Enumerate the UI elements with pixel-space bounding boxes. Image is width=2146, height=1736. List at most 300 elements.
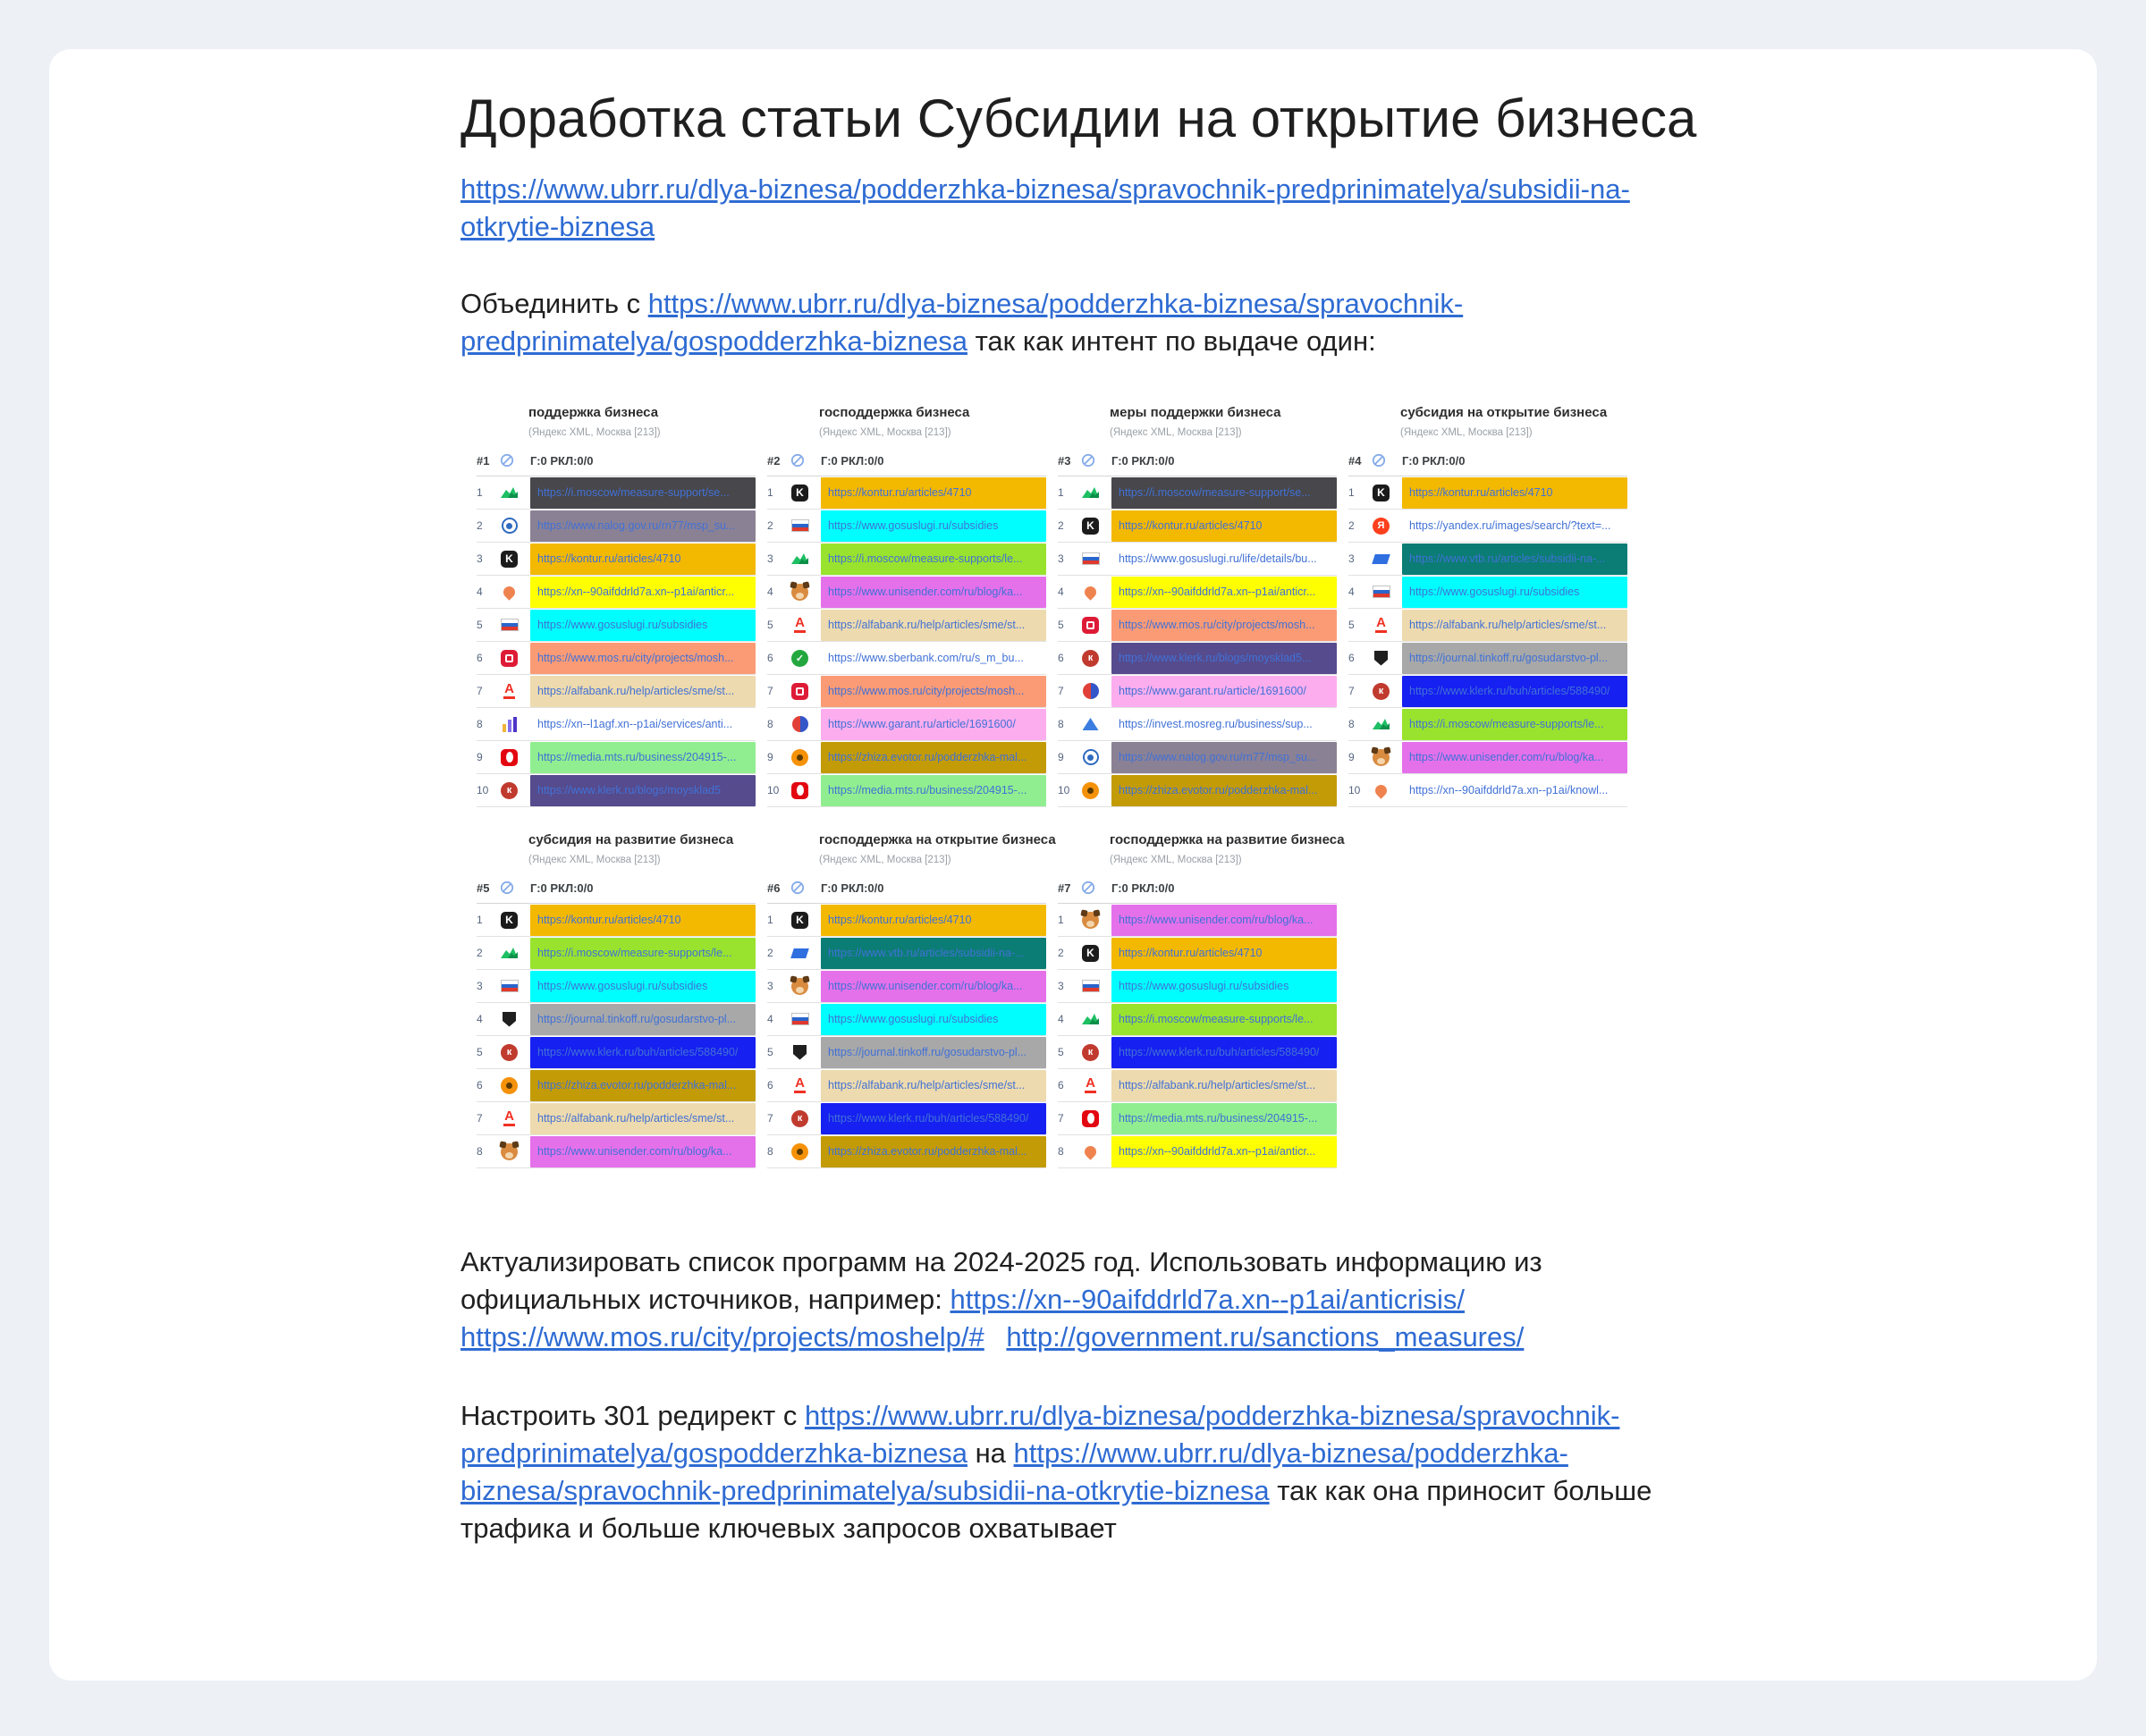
serp-row-position: 4	[477, 1013, 483, 1025]
serp-row-url: https://www.mos.ru/city/projects/mosh...	[828, 685, 1025, 697]
serp-row-url: https://www.unisender.com/ru/blog/ka...	[828, 586, 1023, 598]
serp-row-bar	[1111, 905, 1337, 936]
serp-row-position: 2	[1058, 947, 1064, 959]
serp-row-position: 7	[1058, 1112, 1064, 1125]
serp-row-position: 10	[477, 784, 489, 796]
merge-suffix-text: так как интент по выдаче один:	[967, 325, 1376, 357]
serp-row-url: https://i.moscow/measure-support/se...	[537, 486, 730, 499]
serp-row-position: 9	[1058, 751, 1064, 763]
serp-row-bar	[530, 742, 756, 773]
serp-row-url: https://www.klerk.ru/buh/articles/588490/	[828, 1112, 1029, 1125]
serp-row-position: 3	[1058, 980, 1064, 992]
serp-row-url: https://xn--90aifddrld7a.xn--p1ai/anticr...	[1119, 586, 1316, 598]
serp-result-row	[1058, 937, 1337, 970]
serp-row-url: https://www.klerk.ru/buh/articles/588490/	[1409, 685, 1610, 697]
serp-row-position: 8	[1058, 1145, 1064, 1158]
favicon-alfabank-icon: А	[500, 682, 519, 701]
serp-row-url: https://kontur.ru/articles/4710	[1119, 519, 1263, 532]
favicon-tinkoff-icon	[1372, 649, 1390, 668]
serp-row-url: https://i.moscow/measure-supports/le...	[1119, 1013, 1314, 1025]
serp-result-row	[477, 543, 756, 576]
serp-row-bar	[530, 676, 756, 707]
favicon-klerk-icon: к	[1372, 682, 1390, 701]
serp-row-bar	[530, 477, 756, 509]
serp-row-url: https://www.unisender.com/ru/blog/ka...	[1119, 914, 1314, 926]
serp-row-position: 5	[477, 1046, 483, 1058]
serp-row-position: 7	[767, 685, 773, 697]
serp-result-row	[1348, 708, 1627, 741]
serp-result-row	[767, 970, 1046, 1003]
serp-row-bar	[1111, 1037, 1337, 1068]
serp-row-position: 1	[767, 914, 773, 926]
serp-result-row	[477, 904, 756, 937]
serp-row-bar	[1111, 1004, 1337, 1035]
favicon-nalog-icon	[500, 517, 519, 535]
favicon-alfabank-icon: А	[790, 616, 809, 635]
copy-slash-icon	[1372, 453, 1402, 468]
serp-row-url: https://www.gosuslugi.ru/life/details/bu...	[1119, 552, 1317, 565]
serp-row-url: https://media.mts.ru/business/204915-...	[828, 784, 1027, 796]
merge-prefix-text: Объединить с	[460, 288, 648, 319]
serp-row-bar	[1402, 544, 1627, 575]
serp-row-bar	[1111, 610, 1337, 641]
serp-row-position: 3	[767, 980, 773, 992]
serp-table-query: господдержка на открытие бизнеса	[819, 832, 1056, 847]
serp-row-bar	[1111, 477, 1337, 509]
serp-row-url: https://zhiza.evotor.ru/podderzhka-mal...	[1119, 784, 1318, 796]
favicon-gosuslugi-icon	[790, 1010, 809, 1029]
serp-row-bar	[1402, 610, 1627, 641]
serp-row-bar	[821, 676, 1046, 707]
serp-table-stats: Г:0 РКЛ:0/0	[821, 453, 884, 468]
favicon-i-moscow-icon	[1081, 484, 1100, 502]
redirect-middle-text: на	[967, 1437, 1014, 1469]
serp-row-url: https://media.mts.ru/business/204915-...	[537, 751, 737, 763]
serp-result-row	[477, 675, 756, 708]
serp-table-number: #7	[1058, 881, 1071, 895]
favicon-evotor-icon	[500, 1076, 519, 1095]
favicon-vtb-icon	[1372, 550, 1390, 569]
favicon-kontur-icon: K	[1081, 517, 1100, 535]
serp-row-bar	[821, 1004, 1046, 1035]
serp-row-url: https://www.klerk.ru/buh/articles/588490/	[537, 1046, 739, 1058]
favicon-msp-icon	[500, 715, 519, 734]
serp-row-position: 2	[767, 519, 773, 532]
serp-row-url: https://yandex.ru/images/search/?text=...	[1409, 519, 1611, 532]
serp-result-row	[1058, 904, 1337, 937]
serp-result-row	[477, 1036, 756, 1069]
serp-row-url: https://journal.tinkoff.ru/gosudarstvo-pl...	[1409, 652, 1609, 664]
favicon-mos-ru-icon	[500, 649, 519, 668]
serp-table-4	[1348, 405, 1627, 807]
favicon-alfabank-icon: А	[500, 1109, 519, 1128]
serp-row-position: 4	[1348, 586, 1355, 598]
serp-row-url: https://i.moscow/measure-supports/le...	[828, 552, 1023, 565]
serp-row-bar	[821, 1037, 1046, 1068]
serp-row-bar	[821, 742, 1046, 773]
link-redirect-to[interactable]: https://www.ubrr.ru/dlya-biznesa/podderzhka-biznesa/spravochnik-predprinimatelya/subsidii-na-otkrytie-biznesa	[460, 1437, 1568, 1506]
favicon-gosuslugi-icon	[1372, 583, 1390, 602]
serp-table-3	[1058, 405, 1337, 807]
serp-table-header	[1058, 877, 1337, 898]
serp-row-position: 2	[477, 519, 483, 532]
serp-result-row	[767, 1069, 1046, 1102]
serp-table-query: поддержка бизнеса	[528, 405, 659, 420]
serp-row-bar	[1111, 1136, 1337, 1167]
serp-row-position: 4	[1058, 1013, 1064, 1025]
favicon-evotor-icon	[790, 1142, 809, 1161]
serp-row-url: https://kontur.ru/articles/4710	[537, 914, 681, 926]
favicon-kontur-icon: K	[790, 484, 809, 502]
serp-row-position: 5	[1058, 619, 1064, 631]
serp-row-url: https://www.gosuslugi.ru/subsidies	[1409, 586, 1580, 598]
serp-row-position: 8	[767, 718, 773, 730]
serp-row-url: https://media.mts.ru/business/204915-...	[1119, 1112, 1318, 1125]
serp-result-row	[767, 741, 1046, 774]
serp-row-position: 9	[477, 751, 483, 763]
favicon-alfabank-icon: А	[1081, 1076, 1100, 1095]
serp-table-header	[767, 877, 1046, 898]
serp-row-bar	[821, 477, 1046, 509]
favicon-garant-icon	[790, 715, 809, 734]
serp-result-row	[1058, 476, 1337, 510]
serp-table-header	[1058, 450, 1337, 471]
serp-table-meta: (Яндекс XML, Москва [213])	[528, 427, 661, 438]
favicon-alfabank-icon: А	[1372, 616, 1390, 635]
serp-table-query: меры поддержки бизнеса	[1110, 405, 1281, 420]
serp-row-url: https://www.gosuslugi.ru/subsidies	[1119, 980, 1289, 992]
serp-row-position: 7	[477, 1112, 483, 1125]
link-redirect-from[interactable]: https://www.ubrr.ru/dlya-biznesa/podderzhka-biznesa/spravochnik-predprinimatelya/gospodderzhka-biznesa	[460, 1400, 1620, 1469]
serp-row-url: https://i.moscow/measure-support/se...	[1119, 486, 1311, 499]
serp-result-row	[1058, 675, 1337, 708]
serp-row-bar	[530, 971, 756, 1002]
serp-result-row	[767, 904, 1046, 937]
serp-table-2	[767, 405, 1046, 807]
serp-row-bar	[1402, 742, 1627, 773]
serp-row-position: 5	[767, 619, 773, 631]
favicon-klerk-icon: к	[1081, 649, 1100, 668]
serp-result-row	[767, 1102, 1046, 1135]
serp-row-bar	[821, 1103, 1046, 1134]
serp-row-position: 9	[767, 751, 773, 763]
serp-row-url: https://alfabank.ru/help/articles/sme/st...	[828, 619, 1026, 631]
favicon-unisender-icon	[790, 583, 809, 602]
serp-row-position: 10	[1348, 784, 1361, 796]
serp-row-position: 8	[477, 718, 483, 730]
serp-row-bar	[1111, 971, 1337, 1002]
serp-row-bar	[1111, 742, 1337, 773]
serp-row-bar	[821, 643, 1046, 674]
favicon-unisender-icon	[1081, 911, 1100, 930]
serp-result-row	[1058, 609, 1337, 642]
serp-result-row	[767, 576, 1046, 609]
serp-row-url: https://www.sberbank.com/ru/s_m_bu...	[828, 652, 1024, 664]
serp-result-row	[477, 1003, 756, 1036]
serp-row-bar	[530, 1004, 756, 1035]
serp-result-row	[477, 1135, 756, 1168]
serp-row-position: 2	[1058, 519, 1064, 532]
serp-row-bar	[1111, 510, 1337, 542]
serp-table-header	[1348, 450, 1627, 471]
serp-row-bar	[530, 510, 756, 542]
serp-row-url: https://journal.tinkoff.ru/gosudarstvo-pl...	[537, 1013, 737, 1025]
merge-paragraph	[460, 285, 1712, 360]
serp-result-row	[767, 774, 1046, 807]
serp-table-1	[477, 405, 756, 807]
serp-row-url: https://xn--90aifddrld7a.xn--p1ai/knowl...	[1409, 784, 1609, 796]
serp-row-position: 9	[1348, 751, 1355, 763]
serp-row-bar	[530, 1103, 756, 1134]
serp-row-url: https://kontur.ru/articles/4710	[828, 486, 972, 499]
favicon-mybiznes-icon	[1081, 583, 1100, 602]
serp-result-row	[477, 708, 756, 741]
actualize-paragraph	[460, 1243, 1712, 1356]
serp-row-bar	[530, 905, 756, 936]
favicon-evotor-icon	[1081, 781, 1100, 800]
serp-result-row	[1058, 1069, 1337, 1102]
serp-result-row	[767, 937, 1046, 970]
redirect-suffix-text: так как она приносит больше трафика и больше ключевых запросов охватывает	[460, 1475, 1652, 1544]
copy-slash-icon	[1081, 881, 1111, 895]
serp-result-row	[767, 510, 1046, 543]
serp-table-7	[1058, 832, 1345, 1168]
serp-row-url: https://www.gosuslugi.ru/subsidies	[537, 980, 708, 992]
serp-row-position: 5	[477, 619, 483, 631]
serp-row-url: https://www.vtb.ru/articles/subsidii-na-...	[828, 947, 1025, 959]
serp-table-number: #1	[477, 453, 490, 468]
serp-row-url: https://www.mos.ru/city/projects/mosh...	[537, 652, 734, 664]
serp-row-url: https://www.nalog.gov.ru/rn77/msp_su...	[1119, 751, 1317, 763]
serp-row-bar	[1402, 676, 1627, 707]
serp-row-bar	[1111, 938, 1337, 969]
favicon-mybiznes-icon	[1372, 781, 1390, 800]
serp-result-row	[1058, 642, 1337, 675]
favicon-kontur-icon: K	[1081, 944, 1100, 963]
serp-row-bar	[821, 938, 1046, 969]
favicon-mos-ru-icon	[1081, 616, 1100, 635]
serp-result-row	[1058, 543, 1337, 576]
serp-table-number: #4	[1348, 453, 1362, 468]
favicon-i-moscow-icon	[1081, 1010, 1100, 1029]
serp-row-url: https://www.garant.ru/article/1691600/	[828, 718, 1016, 730]
serp-row-position: 3	[1058, 552, 1064, 565]
favicon-i-moscow-icon	[790, 550, 809, 569]
serp-row-position: 6	[767, 652, 773, 664]
favicon-kontur-icon: K	[500, 911, 519, 930]
favicon-unisender-icon	[1372, 748, 1390, 767]
serp-row-position: 6	[1058, 1079, 1064, 1091]
serp-row-position: 2	[1348, 519, 1355, 532]
serp-result-row	[477, 510, 756, 543]
favicon-invest-mosreg-icon	[1081, 715, 1100, 734]
serp-table-query: субсидия на открытие бизнеса	[1400, 405, 1608, 420]
favicon-sberbank-icon: ✓	[790, 649, 809, 668]
serp-row-url: https://kontur.ru/articles/4710	[1409, 486, 1553, 499]
serp-row-bar	[1111, 1103, 1337, 1134]
copy-slash-icon	[790, 881, 821, 895]
serp-row-url: https://journal.tinkoff.ru/gosudarstvo-pl...	[828, 1046, 1027, 1058]
link-subsidii-article[interactable]: https://www.ubrr.ru/dlya-biznesa/podderzhka-biznesa/spravochnik-predprinimatelya/subsidii-na-otkrytie-biznesa	[460, 173, 1630, 242]
serp-table-number: #3	[1058, 453, 1071, 468]
serp-result-row	[1348, 576, 1627, 609]
serp-result-row	[767, 476, 1046, 510]
serp-row-position: 7	[1058, 685, 1064, 697]
serp-result-row	[1348, 741, 1627, 774]
serp-row-position: 6	[1348, 652, 1355, 664]
serp-row-position: 6	[767, 1079, 773, 1091]
serp-row-url: https://xn--90aifddrld7a.xn--p1ai/anticr...	[537, 586, 735, 598]
favicon-garant-icon	[1081, 682, 1100, 701]
serp-row-url: https://www.gosuslugi.ru/subsidies	[537, 619, 708, 631]
serp-row-url: https://zhiza.evotor.ru/podderzhka-mal...	[828, 1145, 1027, 1158]
serp-row-url: https://www.vtb.ru/articles/subsidii-na-...	[1409, 552, 1606, 565]
favicon-tinkoff-icon	[500, 1010, 519, 1029]
serp-table-number: #2	[767, 453, 781, 468]
serp-result-row	[477, 476, 756, 510]
serp-result-row	[477, 774, 756, 807]
serp-row-position: 1	[477, 914, 483, 926]
serp-row-url: https://alfabank.ru/help/articles/sme/st...	[537, 685, 735, 697]
serp-row-url: https://www.klerk.ru/buh/articles/588490/	[1119, 1046, 1320, 1058]
link-moshelp[interactable]: https://www.mos.ru/city/projects/moshelp/#	[460, 1321, 984, 1353]
serp-table-stats: Г:0 РКЛ:0/0	[530, 453, 594, 468]
serp-row-url: https://www.klerk.ru/blogs/moysklad5...	[1119, 652, 1312, 664]
serp-result-row	[477, 970, 756, 1003]
serp-table-query: господдержка бизнеса	[819, 405, 970, 420]
serp-result-row	[1058, 708, 1337, 741]
serp-table-meta: (Яндекс XML, Москва [213])	[819, 855, 951, 865]
serp-table-header	[477, 450, 756, 471]
serp-row-bar	[821, 510, 1046, 542]
serp-table-stats: Г:0 РКЛ:0/0	[530, 881, 594, 895]
favicon-kontur-icon: K	[500, 550, 519, 569]
serp-table-5	[477, 832, 756, 1168]
favicon-gosuslugi-icon	[500, 616, 519, 635]
favicon-kontur-icon: K	[1372, 484, 1390, 502]
serp-row-url: https://www.gosuslugi.ru/subsidies	[828, 519, 999, 532]
serp-row-bar	[821, 544, 1046, 575]
link-government-sanctions[interactable]: http://government.ru/sanctions_measures/	[1006, 1321, 1525, 1353]
serp-row-bar	[530, 938, 756, 969]
serp-row-position: 7	[1348, 685, 1355, 697]
link-gospodderzhka-article[interactable]: https://www.ubrr.ru/dlya-biznesa/podderzhka-biznesa/spravochnik-predprinimatelya/gospodderzhka-biznesa	[460, 288, 1464, 357]
serp-row-url: https://www.klerk.ru/blogs/moysklad5	[537, 784, 721, 796]
serp-row-position: 2	[477, 947, 483, 959]
serp-row-bar	[821, 1070, 1046, 1101]
serp-row-bar	[1111, 1070, 1337, 1101]
serp-result-row	[1348, 774, 1627, 807]
serp-result-row	[1348, 476, 1627, 510]
serp-row-position: 3	[477, 552, 483, 565]
serp-row-url: https://alfabank.ru/help/articles/sme/st...	[1409, 619, 1607, 631]
serp-row-url: https://www.unisender.com/ru/blog/ka...	[1409, 751, 1604, 763]
serp-row-position: 1	[1348, 486, 1355, 499]
serp-result-row	[1058, 1135, 1337, 1168]
serp-result-row	[767, 1003, 1046, 1036]
serp-row-position: 3	[1348, 552, 1355, 565]
serp-row-url: https://www.gosuslugi.ru/subsidies	[828, 1013, 999, 1025]
serp-table-number: #6	[767, 881, 781, 895]
favicon-klerk-icon: к	[790, 1109, 809, 1128]
serp-row-position: 7	[477, 685, 483, 697]
serp-result-row	[477, 741, 756, 774]
serp-row-url: https://alfabank.ru/help/articles/sme/st...	[537, 1112, 735, 1125]
serp-row-bar	[530, 544, 756, 575]
favicon-yandex-icon: Я	[1372, 517, 1390, 535]
serp-row-bar	[1111, 577, 1337, 608]
serp-result-row	[1348, 642, 1627, 675]
serp-row-bar	[530, 1037, 756, 1068]
serp-row-position: 10	[767, 784, 780, 796]
serp-row-bar	[1402, 709, 1627, 740]
favicon-unisender-icon	[500, 1142, 519, 1161]
favicon-klerk-icon: к	[500, 781, 519, 800]
serp-row-position: 3	[767, 552, 773, 565]
serp-result-row	[477, 576, 756, 609]
serp-row-position: 6	[477, 1079, 483, 1091]
favicon-nalog-icon	[1081, 748, 1100, 767]
intro-link-paragraph	[460, 171, 1712, 246]
serp-table-stats: Г:0 РКЛ:0/0	[1111, 453, 1175, 468]
serp-result-row	[1058, 1102, 1337, 1135]
serp-result-row	[1348, 510, 1627, 543]
favicon-klerk-icon: к	[500, 1043, 519, 1062]
serp-row-position: 8	[477, 1145, 483, 1158]
serp-result-row	[1058, 510, 1337, 543]
serp-row-url: https://i.moscow/measure-supports/le...	[537, 947, 732, 959]
serp-table-meta: (Яндекс XML, Москва [213])	[1110, 855, 1242, 865]
serp-row-bar	[1111, 643, 1337, 674]
serp-result-row	[1058, 1003, 1337, 1036]
serp-result-row	[1058, 1036, 1337, 1069]
serp-row-bar	[821, 971, 1046, 1002]
favicon-vtb-icon	[790, 944, 809, 963]
serp-row-position: 4	[477, 586, 483, 598]
serp-row-url: https://www.garant.ru/article/1691600/	[1119, 685, 1306, 697]
serp-table-6	[767, 832, 1056, 1168]
serp-row-url: https://i.moscow/measure-supports/le...	[1409, 718, 1604, 730]
serp-table-stats: Г:0 РКЛ:0/0	[1111, 881, 1175, 895]
serp-table-query: господдержка на развитие бизнеса	[1110, 832, 1345, 847]
serp-result-row	[1348, 609, 1627, 642]
serp-result-row	[767, 708, 1046, 741]
link-anticrisis[interactable]: https://xn--90aifddrld7a.xn--p1ai/anticrisis/	[950, 1284, 1465, 1315]
serp-row-url: https://www.unisender.com/ru/blog/ka...	[828, 980, 1023, 992]
serp-row-position: 1	[477, 486, 483, 499]
copy-slash-icon	[500, 453, 530, 468]
serp-row-position: 4	[1058, 586, 1064, 598]
serp-row-bar	[530, 1070, 756, 1101]
serp-row-position: 5	[1058, 1046, 1064, 1058]
serp-result-row	[1058, 576, 1337, 609]
serp-result-row	[1058, 741, 1337, 774]
favicon-gosuslugi-icon	[790, 517, 809, 535]
serp-row-position: 6	[477, 652, 483, 664]
serp-row-bar	[821, 577, 1046, 608]
serp-row-url: https://xn--l1agf.xn--p1ai/services/anti...	[537, 718, 733, 730]
serp-row-bar	[821, 775, 1046, 806]
favicon-unisender-icon	[790, 977, 809, 996]
serp-row-bar	[530, 643, 756, 674]
copy-slash-icon	[500, 881, 530, 895]
serp-table-meta: (Яндекс XML, Москва [213])	[528, 855, 661, 865]
favicon-mts-icon	[1081, 1109, 1100, 1128]
serp-result-row	[477, 642, 756, 675]
serp-row-position: 8	[1348, 718, 1355, 730]
favicon-mybiznes-icon	[500, 583, 519, 602]
serp-table-number: #5	[477, 881, 490, 895]
